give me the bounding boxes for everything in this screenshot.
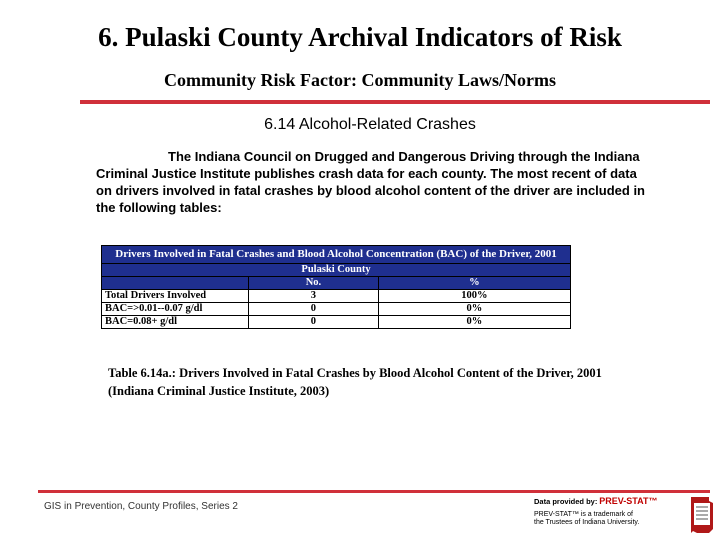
table-county: Pulaski County: [102, 264, 571, 277]
table-header-blank: [102, 277, 249, 290]
footer-credit: [534, 497, 684, 527]
row-pct: 100%: [378, 290, 570, 303]
top-divider: [80, 100, 710, 104]
bottom-divider: [38, 490, 710, 493]
row-no: 0: [249, 303, 379, 316]
data-provided-label: Data provided by:: [534, 497, 598, 506]
section-title: 6.14 Alcohol-Related Crashes: [264, 116, 476, 133]
row-no: 3: [249, 290, 379, 303]
bac-table: [101, 245, 571, 329]
table-row: [102, 303, 571, 316]
row-label: BAC=0.08+ g/dl: [102, 316, 249, 329]
row-no: 0: [249, 316, 379, 329]
intro-paragraph-text: The Indiana Council on Drugged and Dangerous Driving through the Indiana Criminal Justice Institute publishes crash data for each county. The most recent of data on drivers involved in fatal crashes by blood alcohol content of the driver are included in the following tables:: [96, 149, 646, 215]
row-pct: 0%: [378, 316, 570, 329]
row-pct: 0%: [378, 303, 570, 316]
footer-series: GIS in Prevention, County Profiles, Series 2: [44, 501, 238, 512]
row-label: Total Drivers Involved: [102, 290, 249, 303]
trademark-line-1: PREV-STAT™ is a trademark of: [534, 511, 633, 518]
table-title: Drivers Involved in Fatal Crashes and Blood Alcohol Concentration (BAC) of the Driver, 2001: [102, 246, 571, 264]
table-row: [102, 316, 571, 329]
prev-stat-brand: PREV-STAT™: [599, 496, 658, 506]
page-title: 6. Pulaski County Archival Indicators of Risk: [98, 22, 622, 52]
table-header-pct: %: [378, 277, 570, 290]
row-label: BAC=>0.01--0.07 g/dl: [102, 303, 249, 316]
page-subtitle: Community Risk Factor: Community Laws/Norms: [164, 70, 556, 90]
table-header-no: No.: [249, 277, 379, 290]
table-row: [102, 290, 571, 303]
trademark-line-2: the Trustees of Indiana University.: [534, 519, 640, 526]
intro-paragraph: [96, 148, 656, 216]
table-caption: Table 6.14a.: Drivers Involved in Fatal Crashes by Blood Alcohol Content of the Driver, 2001 (Indiana Criminal Justice Institute, 2003): [108, 366, 602, 398]
indiana-state-logo-icon: [687, 495, 717, 535]
